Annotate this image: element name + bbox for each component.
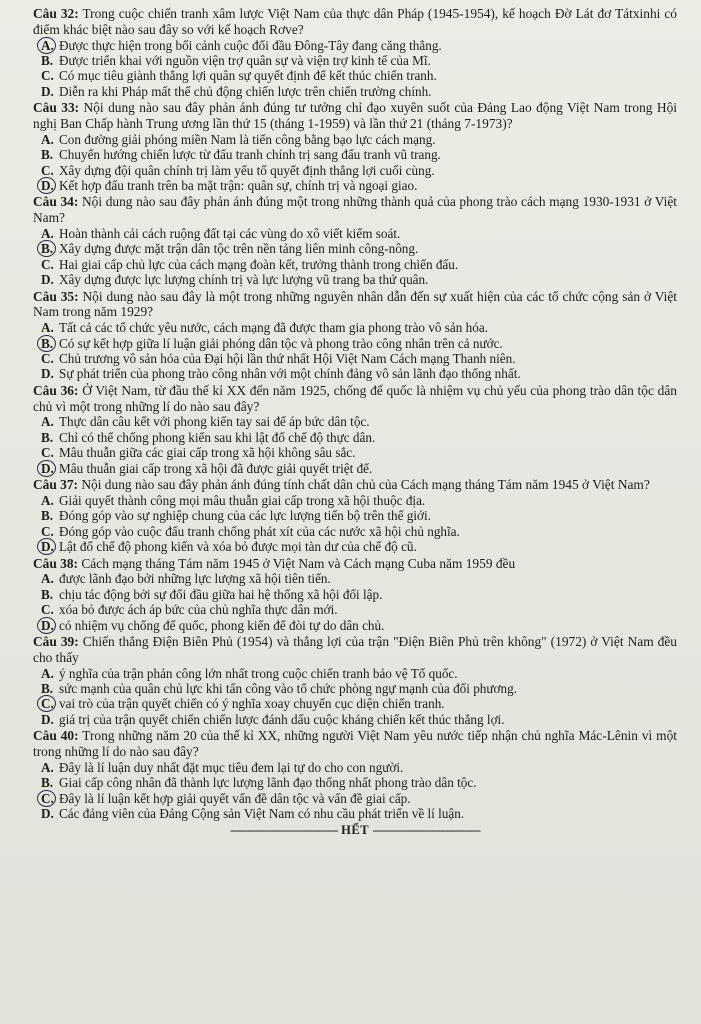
question-number: Câu 36: — [33, 382, 79, 398]
option-letter-circled: D. — [41, 178, 54, 194]
question-block — [33, 6, 677, 99]
end-label: HẾT — [341, 823, 369, 838]
option-text: ý nghĩa của trận phản công lớn nhất trong cuộc chiến tranh bảo vệ Tổ quốc. — [59, 665, 458, 681]
question-text: Cách mạng tháng Tám năm 1945 ở Việt Nam và Cách mạng Cuba năm 1959 đều — [81, 555, 516, 571]
option-letter: D. — [41, 366, 54, 382]
answer-option — [33, 163, 677, 178]
answer-option — [33, 791, 677, 806]
question-number: Câu 39: — [33, 633, 79, 649]
answer-option — [33, 602, 677, 617]
option-letter-circled: C. — [41, 696, 54, 712]
option-letter: C. — [41, 256, 54, 272]
answer-option — [33, 53, 677, 68]
question-text: Ở Việt Nam, từ đầu thế kỉ XX đến năm 1925, chống đế quốc là nhiệm vụ chủ yếu của phong trào dân tộc dân chủ vì một trong những lí do nào sau đây? — [33, 382, 677, 414]
option-text: Chủ trương vô sản hóa của Đại hội lần thứ nhất Hội Việt Nam Cách mạng Thanh niên. — [59, 351, 516, 367]
option-letter: C. — [41, 162, 54, 178]
answer-option — [33, 366, 677, 381]
option-letter: A. — [41, 414, 54, 430]
option-text: Được triển khai với nguồn viện trợ quân sự và viện trợ kinh tế của Mĩ. — [59, 53, 431, 68]
question-block — [33, 194, 677, 287]
end-right-dashes: ---------------------------------- — [372, 823, 480, 838]
option-text: Mâu thuẫn giữa các giai cấp trong xã hội không sâu sắc. — [59, 445, 356, 461]
option-text: Có mục tiêu giành thắng lợi quân sự quyết định để kết thúc chiến tranh. — [59, 68, 437, 84]
option-letter: B. — [41, 680, 54, 696]
answer-options — [33, 132, 677, 194]
option-letter: B. — [41, 775, 54, 791]
option-letter: B. — [41, 429, 54, 445]
question-stem — [33, 6, 677, 38]
answer-options — [33, 414, 677, 476]
option-letter: B. — [41, 147, 54, 163]
question-block — [33, 477, 677, 554]
answer-option — [33, 806, 677, 821]
option-text: sức mạnh của quân chủ lực khi tấn công vào tổ chức phòng ngự mạnh của đối phương. — [59, 680, 518, 696]
answer-option — [33, 524, 677, 539]
question-stem — [33, 194, 677, 226]
question-number: Câu 35: — [33, 288, 79, 304]
option-text: Đóng góp vào sự nghiệp chung của các lực lượng tiến bộ trên thế giới. — [59, 508, 431, 524]
option-text: Được thực hiện trong bối cảnh cuộc đối đầu Đông-Tây đang căng thẳng. — [59, 37, 442, 53]
answer-option — [33, 272, 677, 287]
answer-option — [33, 132, 677, 147]
option-text: Hai giai cấp chủ lực của cách mạng đoàn kết, trưởng thành trong chiến đấu. — [59, 256, 459, 272]
question-stem — [33, 289, 677, 321]
answer-option — [33, 539, 677, 554]
option-text: giá trị của trận quyết chiến chiến lược đánh dấu cuộc kháng chiến kết thúc thắng lợi. — [59, 711, 505, 727]
answer-option — [33, 445, 677, 460]
question-stem — [33, 383, 677, 415]
answer-option — [33, 712, 677, 727]
option-text: Mâu thuẫn giai cấp trong xã hội đã được giải quyết triệt để. — [59, 460, 373, 476]
answer-options — [33, 226, 677, 288]
question-text: Nội dung nào sau đây phản ánh đúng tính chất dân chủ của Cách mạng tháng Tám năm 1945 ở Việt Nam? — [81, 477, 650, 493]
end-left-dashes: ---------------------------------- — [230, 823, 338, 838]
question-text: Nội dung nào sau đây phản ánh đúng tư tưởng chỉ đạo xuyên suốt của Đảng Lao động Việt Nam trong Hội nghị Ban Chấp hành Trung ương lần thứ 15 (tháng 1-1959) và lần thứ 21 (tháng 7-1973)? — [33, 100, 677, 132]
option-letter: A. — [41, 665, 54, 681]
option-letter: C. — [41, 445, 54, 461]
answer-option — [33, 587, 677, 602]
answer-option — [33, 508, 677, 523]
option-text: Giải quyết thành công mọi mâu thuẫn giai cấp trong xã hội thuộc địa. — [59, 492, 426, 508]
answer-option — [33, 257, 677, 272]
option-letter: A. — [41, 226, 54, 242]
option-letter: A. — [41, 492, 54, 508]
option-letter: B. — [41, 586, 54, 602]
option-text: Con đường giải phóng miền Nam là tiến công bằng bạo lực cách mạng. — [59, 131, 436, 147]
answer-option — [33, 430, 677, 445]
answer-option — [33, 241, 677, 256]
option-text: Các đảng viên của Đảng Cộng sản Việt Nam có nhu cầu phát triển về lí luận. — [59, 805, 465, 821]
question-number: Câu 37: — [33, 477, 79, 493]
question-block — [33, 289, 677, 382]
answer-option — [33, 414, 677, 429]
option-letter: D. — [41, 272, 54, 288]
option-letter-circled: C. — [41, 790, 54, 806]
option-text: Kết hợp đấu tranh trên ba mặt trận: quân sự, chính trị và ngoại giao. — [59, 178, 418, 194]
option-text: Chỉ có thể chống phong kiến sau khi lật đổ chế độ thực dân. — [59, 429, 376, 445]
option-text: Xây dựng đội quân chính trị làm yếu tố quyết định thắng lợi cuối cùng. — [59, 162, 435, 178]
option-text: Chuyển hướng chiến lược từ đấu tranh chính trị sang đấu tranh vũ trang. — [59, 147, 441, 163]
question-number: Câu 40: — [33, 728, 79, 744]
option-letter: A. — [41, 759, 54, 775]
question-text: Nội dung nào sau đây là một trong những nguyên nhân dẫn đến sự xuất hiện của các tổ chức cộng sản ở Việt Nam trong năm 1929? — [33, 288, 677, 320]
answer-option — [33, 571, 677, 586]
answer-options — [33, 38, 677, 100]
question-block — [33, 383, 677, 476]
option-letter-circled: D. — [41, 539, 54, 555]
answer-option — [33, 666, 677, 681]
question-list — [33, 6, 677, 821]
option-text: Xây dựng được lực lượng chính trị và lực lượng vũ trang ba thứ quân. — [59, 272, 429, 288]
answer-option — [33, 351, 677, 366]
answer-options — [33, 760, 677, 822]
question-text: Chiến thắng Điện Biên Phủ (1954) và thắng lợi của trận "Điện Biên Phủ trên không" (1972) ở Việt Nam đều cho thấy — [33, 633, 677, 665]
answer-options — [33, 571, 677, 633]
option-text: Thực dân câu kết với phong kiến tay sai để áp bức dân tộc. — [59, 414, 370, 430]
answer-option — [33, 775, 677, 790]
question-text: Trong cuộc chiến tranh xâm lược Việt Nam của thực dân Pháp (1945-1954), kế hoạch Đờ Lát đơ Tátxinhi có điểm khác biệt nào sau đây so với kế hoạch Rơve? — [33, 6, 677, 37]
option-text: Sự phát triển của phong trào công nhân với một chính đảng vô sản lãnh đạo thống nhất. — [59, 366, 521, 382]
option-text: Lật đổ chế độ phong kiến và xóa bỏ được mọi tàn dư của chế độ cũ. — [59, 539, 417, 555]
answer-option — [33, 336, 677, 351]
answer-option — [33, 696, 677, 711]
option-letter: C. — [41, 351, 54, 367]
answer-option — [33, 147, 677, 162]
question-stem — [33, 634, 677, 666]
option-text: Giai cấp công nhân đã thành lực lượng lãnh đạo thống nhất phong trào dân tộc. — [59, 775, 477, 791]
answer-option — [33, 178, 677, 193]
end-marker — [33, 823, 677, 838]
option-text: Có sự kết hợp giữa lí luận giải phóng dân tộc và phong trào công nhân trên cả nước. — [59, 335, 503, 351]
option-letter: A. — [41, 320, 54, 336]
option-letter: B. — [41, 53, 54, 68]
option-text: Đóng góp vào cuộc đấu tranh chống phát xít của các nước xã hội chủ nghĩa. — [59, 523, 460, 539]
question-stem — [33, 556, 677, 572]
question-block — [33, 100, 677, 193]
option-letter: D. — [41, 711, 54, 727]
option-text: được lãnh đạo bởi những lực lượng xã hội tiên tiến. — [59, 571, 331, 587]
option-letter: D. — [41, 805, 54, 821]
option-letter: C. — [41, 523, 54, 539]
option-letter-circled: D. — [41, 617, 54, 633]
option-text: Đây là lí luận kết hợp giải quyết vấn đề dân tộc và vấn đề giai cấp. — [59, 790, 411, 806]
question-stem — [33, 100, 677, 132]
question-block — [33, 556, 677, 633]
option-text: xóa bỏ được ách áp bức của chủ nghĩa thực dân mới. — [59, 602, 338, 618]
answer-options — [33, 320, 677, 382]
answer-option — [33, 68, 677, 83]
question-text: Trong những năm 20 của thế kỉ XX, những người Việt Nam yêu nước tiếp nhận chủ nghĩa Mác-Lênin vì một trong những lí do nào sau đây? — [33, 728, 677, 759]
option-letter: C. — [41, 602, 54, 618]
answer-option — [33, 226, 677, 241]
answer-option — [33, 320, 677, 335]
option-letter: C. — [41, 68, 54, 84]
answer-option — [33, 681, 677, 696]
question-block — [33, 728, 677, 821]
option-text: Tất cả các tổ chức yêu nước, cách mạng đã được tham gia phong trào vô sản hóa. — [59, 320, 489, 336]
option-text: Hoàn thành cải cách ruộng đất tại các vùng do xô viết kiểm soát. — [59, 226, 401, 242]
option-letter: A. — [41, 131, 54, 147]
answer-option — [33, 461, 677, 476]
option-letter: D. — [41, 83, 54, 99]
question-number: Câu 32: — [33, 6, 79, 21]
option-text: có nhiệm vụ chống đế quốc, phong kiến để đòi tự do dân chủ. — [59, 617, 385, 633]
question-stem — [33, 477, 677, 493]
option-letter: B. — [41, 508, 54, 524]
question-number: Câu 33: — [33, 100, 80, 116]
answer-options — [33, 493, 677, 555]
question-stem — [33, 728, 677, 760]
option-text: chịu tác động bởi sự đối đầu giữa hai hệ thống xã hội đối lập. — [59, 586, 383, 602]
option-text: Xây dựng được mặt trận dân tộc trên nền tảng liên minh công-nông. — [59, 241, 419, 257]
question-number: Câu 38: — [33, 555, 79, 571]
answer-options — [33, 666, 677, 728]
answer-option — [33, 493, 677, 508]
answer-option — [33, 84, 677, 99]
option-text: Đây là lí luận duy nhất đặt mục tiêu đem lại tự do cho con người. — [59, 759, 404, 775]
answer-option — [33, 38, 677, 53]
question-number: Câu 34: — [33, 194, 79, 210]
question-text: Nội dung nào sau đây phản ánh đúng một trong những thành quả của phong trào cách mạng 1930-1931 ở Việt Nam? — [33, 194, 678, 226]
option-text: vai trò của trận quyết chiến có ý nghĩa xoay chuyển cục diện chiến tranh. — [59, 696, 445, 712]
answer-option — [33, 618, 677, 633]
option-letter-circled: B. — [41, 241, 54, 257]
option-letter-circled: A. — [41, 37, 54, 53]
option-text: Diễn ra khi Pháp mất thế chủ động chiến lược trên chiến trường chính. — [59, 83, 432, 99]
option-letter-circled: B. — [41, 335, 54, 351]
option-letter: A. — [41, 571, 54, 587]
option-letter-circled: D. — [41, 460, 54, 476]
answer-option — [33, 760, 677, 775]
question-block — [33, 634, 677, 727]
